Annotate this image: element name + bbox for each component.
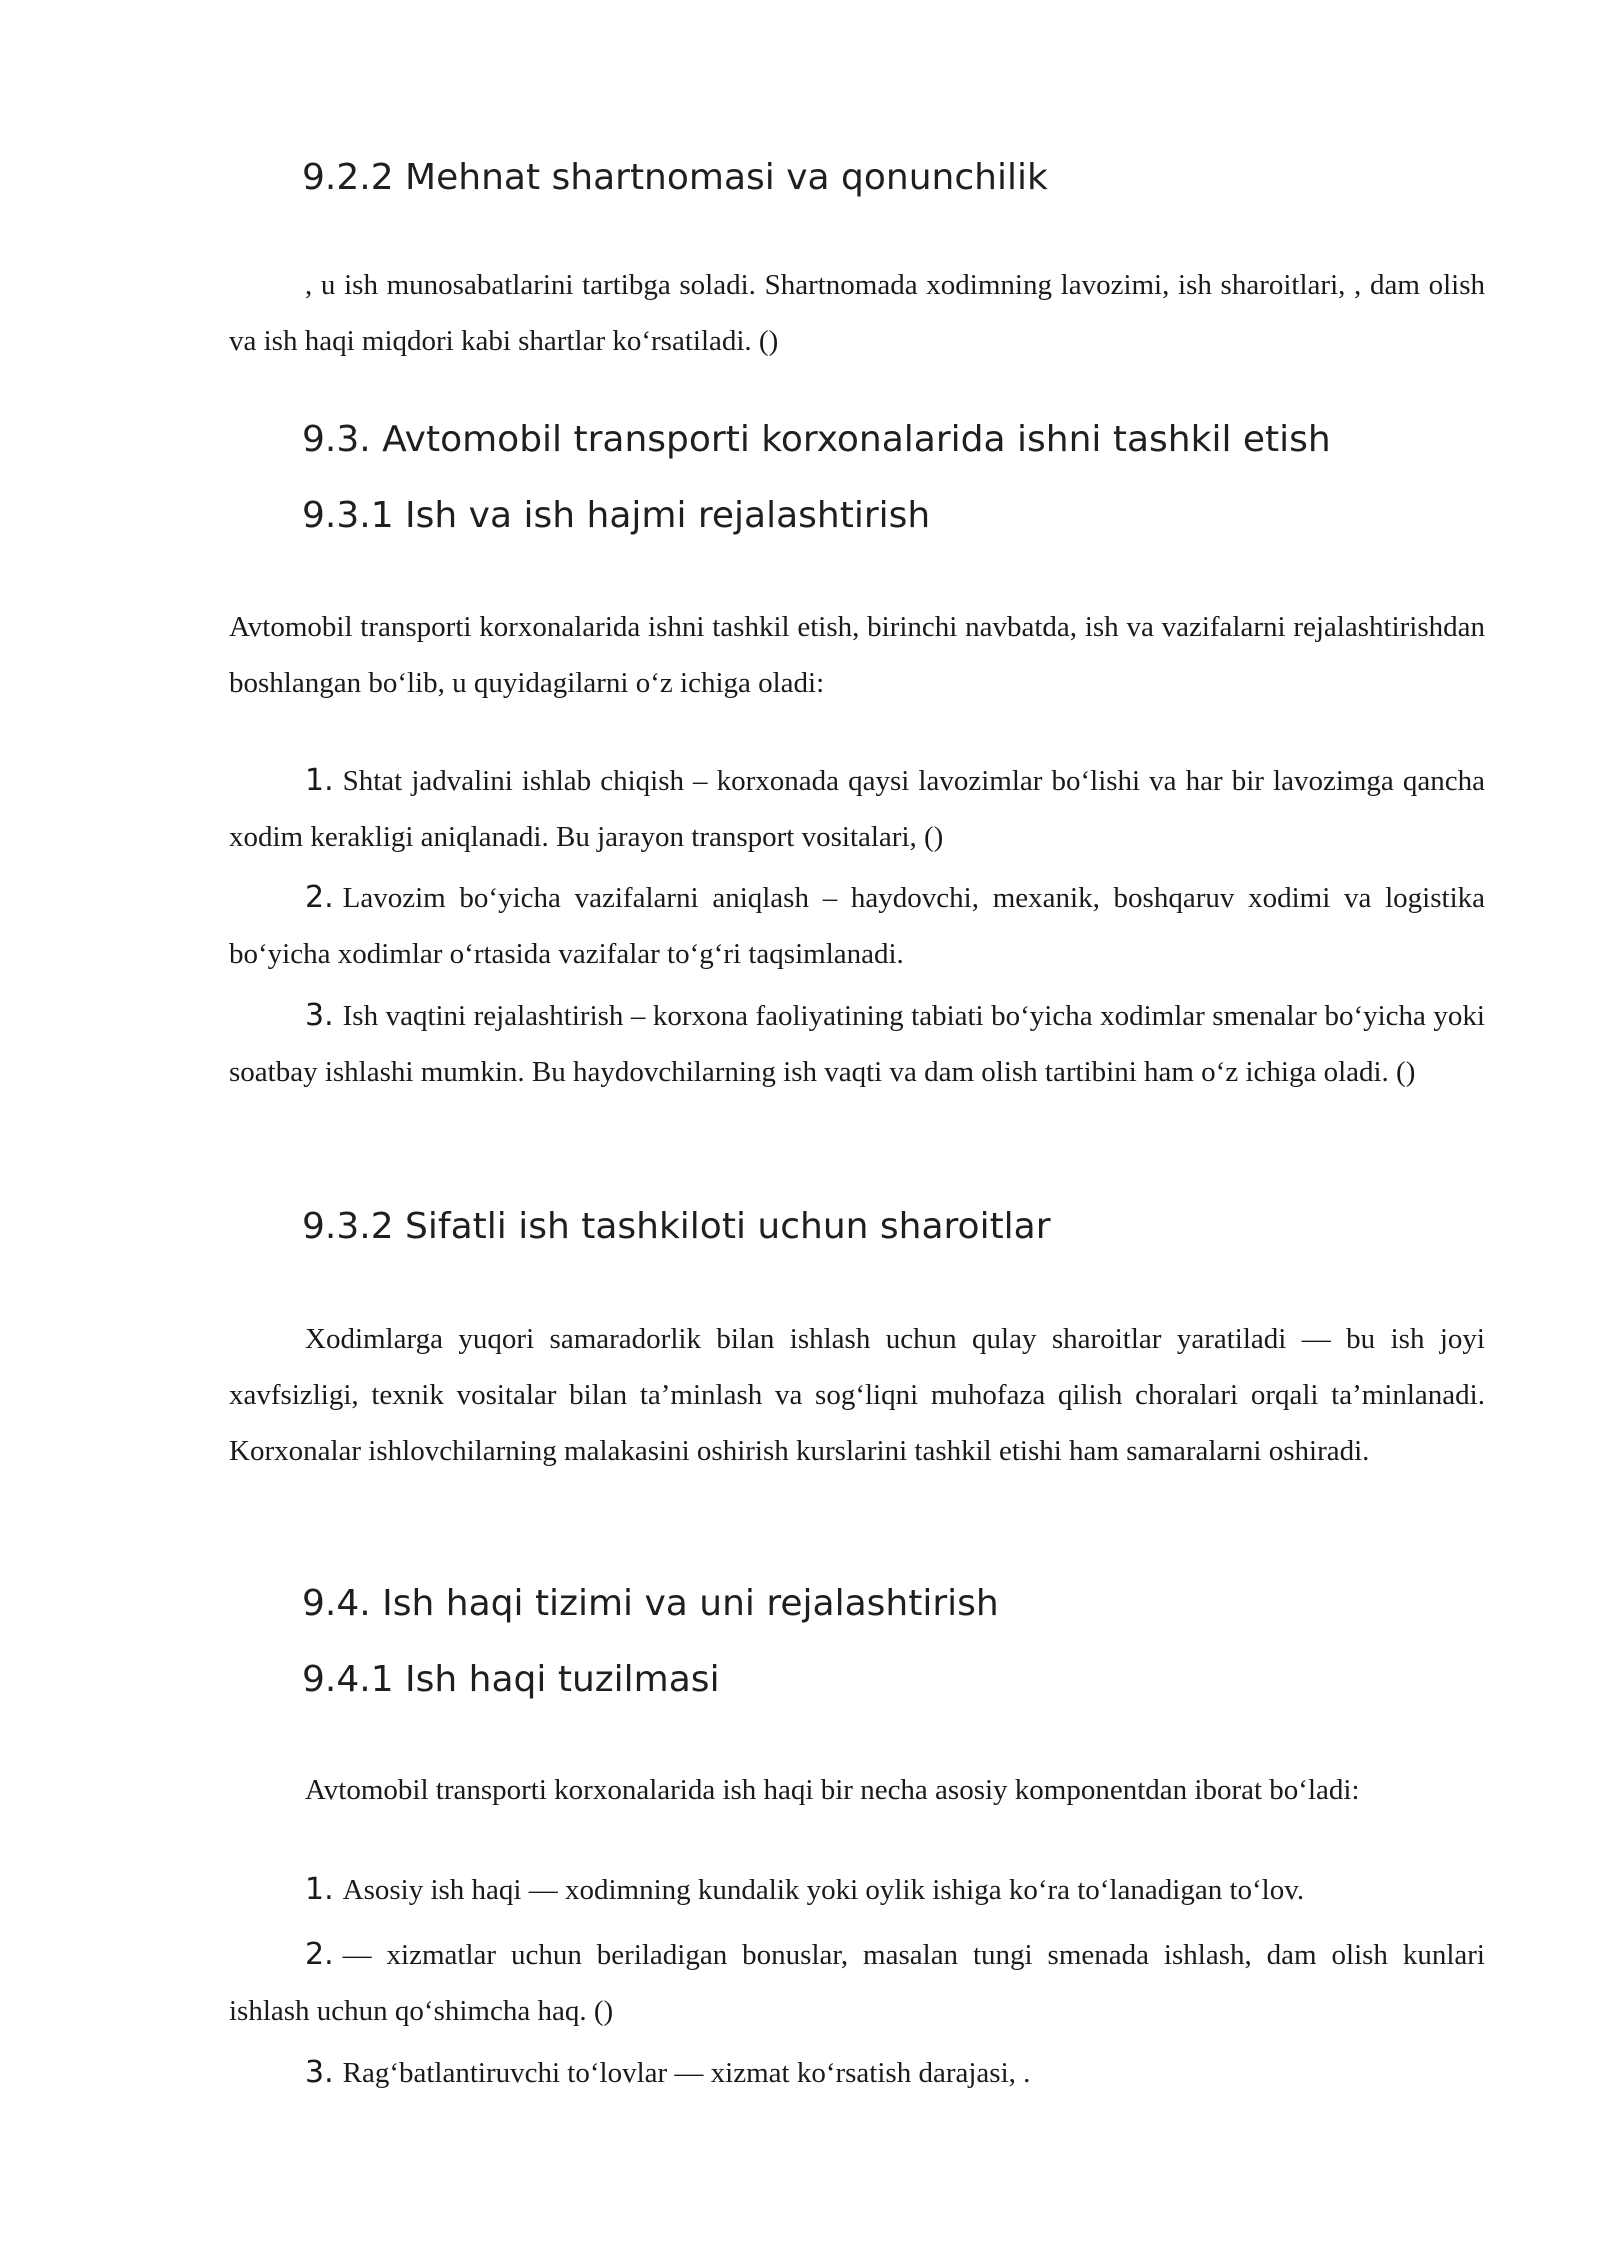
heading-9-4-1: 9.4.1 Ish haqi tuzilmasi	[302, 1659, 720, 1700]
list-item-text: Rag‘batlantiruvchi to‘lovlar — xizmat ko‘rsatish darajasi, .	[342, 2057, 1031, 2089]
list-item-9-4-1-3	[229, 2045, 1485, 2101]
list-number: 1.	[305, 1872, 334, 1907]
list-item-text: Ish vaqtini rejalashtirish – korxona faoliyatining tabiati bo‘yicha xodimlar smenalar bo‘yicha yoki soatbay ishlashi mumkin. Bu haydovchilarning ish vaqti va dam olish tartibini ham o‘z ichiga oladi. ()	[229, 1000, 1485, 1088]
paragraph-9-3-2: Xodimlarga yuqori samaradorlik bilan ishlash uchun qulay sharoitlar yaratiladi — bu ish joyi xavfsizligi, texnik vositalar bilan ta’minlash va sog‘liqni muhofaza qilish choralari orqali ta’minlanadi. Korxonalar ishlovchilarning malakasini oshirish kurslarini tashkil etishi ham samaralarni oshiradi.	[229, 1323, 1485, 1467]
list-number: 3.	[305, 998, 334, 1033]
paragraph-9-2-2: , u ish munosabatlarini tartibga soladi. Shartnomada xodimning lavozimi, ish sharoitlari, , dam olish va ish haqi miqdori kabi shartlar ko‘rsatiladi. ()	[229, 269, 1485, 357]
list-number: 1.	[305, 763, 334, 798]
heading-9-3-1: 9.3.1 Ish va ish hajmi rejalashtirish	[302, 495, 931, 536]
list-item-text: Lavozim bo‘yicha vazifalarni aniqlash – haydovchi, mexanik, boshqaruv xodimi va logistika bo‘yicha xodimlar o‘rtasida vazifalar to‘g‘ri taqsimlanadi.	[229, 882, 1485, 970]
list-item-9-4-1-1	[229, 1862, 1485, 1918]
list-item-text: Asosiy ish haqi — xodimning kundalik yoki oylik ishiga ko‘ra to‘lanadigan to‘lov.	[342, 1874, 1305, 1906]
list-item-9-3-1-3	[229, 988, 1485, 1100]
list-number: 3.	[305, 2055, 334, 2090]
heading-9-4: 9.4. Ish haqi tizimi va uni rejalashtirish	[302, 1583, 999, 1624]
list-number: 2.	[305, 880, 334, 915]
heading-9-3: 9.3. Avtomobil transporti korxonalarida ishni tashkil etish	[302, 419, 1331, 460]
list-item-9-3-1-1	[229, 753, 1485, 865]
paragraph-9-4-1: Avtomobil transporti korxonalarida ish haqi bir necha asosiy komponentdan iborat bo‘ladi:	[305, 1774, 1360, 1806]
list-item-text: — xizmatlar uchun beriladigan bonuslar, masalan tungi smenada ishlash, dam olish kunlari ishlash uchun qo‘shimcha haq. ()	[229, 1939, 1485, 2027]
list-item-text: Shtat jadvalini ishlab chiqish – korxonada qaysi lavozimlar bo‘lishi va har bir lavozimga qancha xodim kerakligi aniqlanadi. Bu jarayon transport vositalari, ()	[229, 765, 1485, 853]
heading-9-3-2: 9.3.2 Sifatli ish tashkiloti uchun sharoitlar	[302, 1206, 1051, 1247]
paragraph-9-3-1: Avtomobil transporti korxonalarida ishni tashkil etish, birinchi navbatda, ish va vazifalarni rejalashtirishdan boshlangan bo‘lib, u quyidagilarni o‘z ichiga oladi:	[229, 611, 1485, 699]
heading-9-2-2: 9.2.2 Mehnat shartnomasi va qonunchilik	[302, 157, 1048, 198]
list-item-9-3-1-2	[229, 870, 1485, 982]
list-item-9-4-1-2	[229, 1927, 1485, 2039]
list-number: 2.	[305, 1937, 334, 1972]
